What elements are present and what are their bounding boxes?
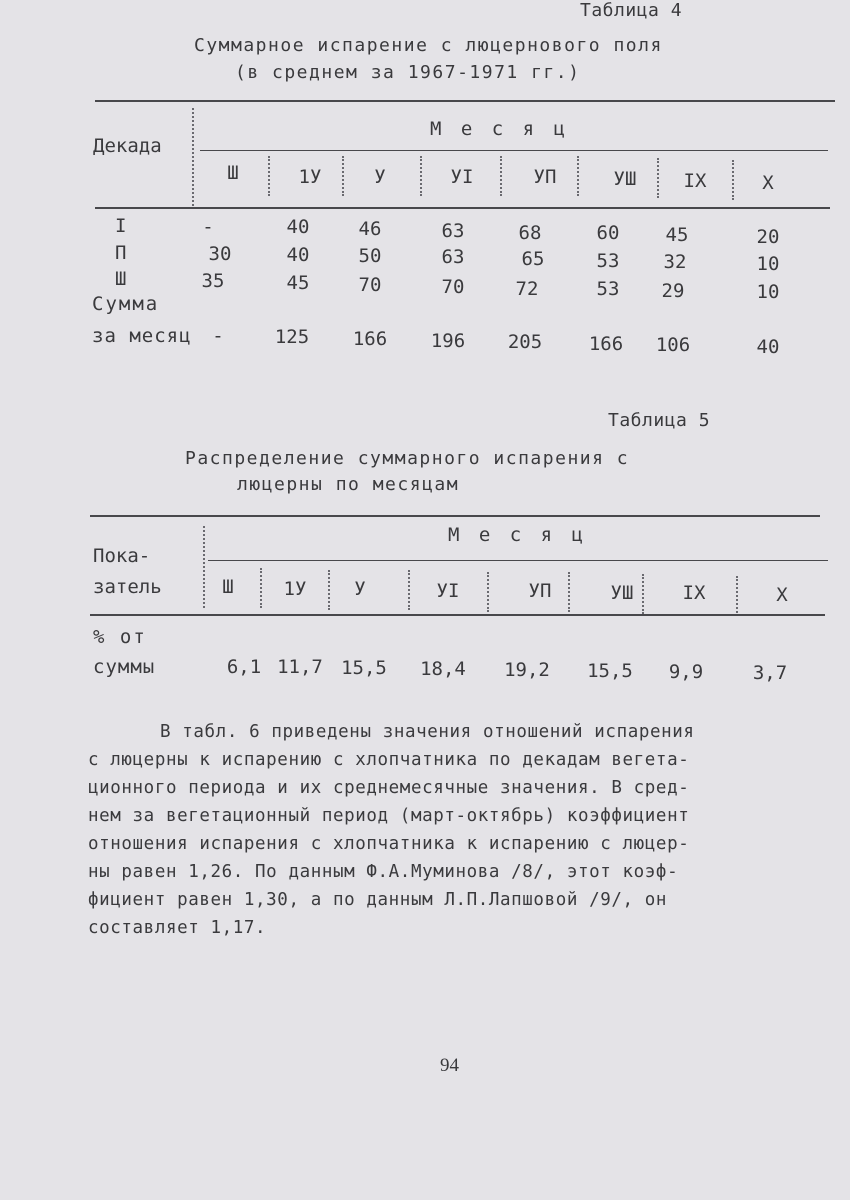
table5-cell: 15,5 bbox=[587, 660, 633, 682]
table5-group-header: М е с я ц bbox=[448, 524, 587, 546]
table5-col-separator bbox=[736, 576, 738, 616]
body-text-line: ны равен 1,26. По данным Ф.А.Муминова /8/, этот коэф- bbox=[88, 862, 679, 882]
table4-cell: 45 bbox=[286, 272, 310, 294]
table4-row-label: Ш bbox=[115, 268, 127, 290]
table4-col-separator bbox=[657, 158, 659, 198]
table4-cell: 35 bbox=[201, 270, 225, 292]
table4-col-separator bbox=[268, 156, 270, 196]
table4-caption: Таблица 4 bbox=[580, 0, 683, 21]
table4-cell: - bbox=[202, 216, 214, 238]
body-text-line: фициент равен 1,30, а по данным Л.П.Лапшовой /9/, он bbox=[88, 890, 668, 910]
table4-cell: 65 bbox=[521, 248, 545, 270]
table4-cell: 30 bbox=[208, 243, 232, 265]
table4-sum-cell: 40 bbox=[756, 336, 780, 358]
table4-sum-cell: 205 bbox=[507, 331, 543, 353]
table4-group-header: М е с я ц bbox=[430, 118, 569, 140]
table5-col-separator bbox=[408, 570, 410, 610]
table5-month-6: УI bbox=[436, 580, 460, 602]
table4-col-separator bbox=[500, 156, 502, 196]
table5-cell: 6,1 bbox=[226, 656, 262, 678]
table5-cell: 9,9 bbox=[668, 661, 704, 683]
table4-cell: 53 bbox=[596, 278, 620, 300]
table4-sum-cell: - bbox=[212, 325, 224, 347]
table5-month-9: IX bbox=[682, 582, 706, 604]
table4-month-10: X bbox=[762, 172, 774, 194]
table4-cell: 46 bbox=[358, 218, 382, 240]
table4-cell: 70 bbox=[441, 276, 465, 298]
table4-row-label: П bbox=[115, 242, 127, 264]
table4-group-rule bbox=[200, 150, 828, 151]
table5-cell: 15,5 bbox=[341, 657, 387, 679]
body-text-line: В табл. 6 приведены значения отношений испарения bbox=[160, 722, 695, 742]
body-text-line: ционного периода и их среднемесячные значения. В сред- bbox=[88, 778, 690, 798]
table5-col-separator bbox=[328, 570, 330, 610]
table4-cell: 40 bbox=[286, 244, 310, 266]
table4-col-separator bbox=[732, 160, 734, 200]
table4-header-separator bbox=[192, 108, 194, 206]
table4-month-8: УШ bbox=[613, 168, 637, 190]
table5-month-7: УП bbox=[528, 580, 552, 602]
table4-month-4: 1У bbox=[298, 166, 322, 188]
table4-cell: 20 bbox=[756, 226, 780, 248]
table5-header-rule bbox=[90, 614, 825, 616]
table4-sum-cell: 166 bbox=[352, 328, 388, 350]
table5-col-separator bbox=[568, 572, 570, 612]
table5-month-5: У bbox=[354, 578, 366, 600]
table5-top-rule bbox=[90, 515, 820, 517]
table5-row-header: Пока- bbox=[93, 545, 151, 567]
table5-month-8: УШ bbox=[610, 582, 634, 604]
table5-month-4: 1У bbox=[283, 578, 307, 600]
body-text-line: с люцерны к испарению с хлопчатника по декадам вегета- bbox=[88, 750, 690, 770]
table4-sum-cell: 125 bbox=[274, 326, 310, 348]
table4-cell: 40 bbox=[286, 216, 310, 238]
body-text-line: отношения испарения с хлопчатника к испарению с люцер- bbox=[88, 834, 690, 854]
table4-row-label: I bbox=[115, 215, 127, 237]
table5-row-label: суммы bbox=[93, 656, 156, 678]
table5-row-label: % от bbox=[93, 626, 147, 648]
table5-cell: 3,7 bbox=[752, 662, 788, 684]
table4-col-separator bbox=[342, 156, 344, 196]
table4-sum-label: за месяц bbox=[92, 325, 192, 347]
table5-group-rule bbox=[208, 560, 828, 561]
table4-sum-label: Сумма bbox=[92, 293, 160, 315]
table4-title-line2: (в среднем за 1967-1971 гг.) bbox=[235, 62, 581, 83]
table5-col-separator bbox=[642, 574, 644, 614]
table5-month-10: X bbox=[776, 584, 788, 606]
table4-cell: 29 bbox=[661, 280, 685, 302]
table4-month-5: У bbox=[374, 166, 386, 188]
table5-col-separator bbox=[260, 568, 262, 608]
table4-header-rule bbox=[95, 207, 830, 209]
table4-top-rule bbox=[95, 100, 835, 102]
table4-cell: 63 bbox=[441, 246, 465, 268]
table4-col-separator bbox=[577, 156, 579, 196]
page-number: 94 bbox=[440, 1055, 459, 1076]
body-text-line: нем за вегетационный период (март-октябрь) коэффициент bbox=[88, 806, 690, 826]
table4-month-3: Ш bbox=[227, 162, 239, 184]
table4-cell: 10 bbox=[756, 281, 780, 303]
table5-row-header: затель bbox=[93, 576, 162, 598]
table4-row-header: Декада bbox=[93, 135, 162, 157]
table4-cell: 63 bbox=[441, 220, 465, 242]
table4-cell: 45 bbox=[665, 224, 689, 246]
table5-col-separator bbox=[487, 572, 489, 612]
table4-cell: 60 bbox=[596, 222, 620, 244]
table5-cell: 19,2 bbox=[504, 659, 550, 681]
table4-cell: 68 bbox=[518, 222, 542, 244]
table4-sum-cell: 196 bbox=[430, 330, 466, 352]
table4-sum-cell: 106 bbox=[655, 334, 691, 356]
table5-title-line1: Распределение суммарного испарения с bbox=[185, 448, 630, 469]
table4-title-line1: Суммарное испарение с люцернового поля bbox=[194, 35, 663, 56]
table5-cell: 18,4 bbox=[420, 658, 466, 680]
table5-month-3: Ш bbox=[222, 576, 234, 598]
table4-cell: 10 bbox=[756, 253, 780, 275]
table4-month-9: IX bbox=[683, 170, 707, 192]
table5-cell: 11,7 bbox=[277, 656, 323, 678]
table4-cell: 72 bbox=[515, 278, 539, 300]
table4-month-6: УI bbox=[450, 166, 474, 188]
table4-cell: 70 bbox=[358, 274, 382, 296]
table4-sum-cell: 166 bbox=[588, 333, 624, 355]
table5-title-line2: люцерны по месяцам bbox=[237, 474, 460, 495]
table4-cell: 32 bbox=[663, 251, 687, 273]
body-text-line: составляет 1,17. bbox=[88, 918, 267, 938]
table4-col-separator bbox=[420, 156, 422, 196]
table5-caption: Таблица 5 bbox=[608, 410, 711, 431]
table4-cell: 50 bbox=[358, 245, 382, 267]
table4-cell: 53 bbox=[596, 250, 620, 272]
table4-month-7: УП bbox=[533, 166, 557, 188]
